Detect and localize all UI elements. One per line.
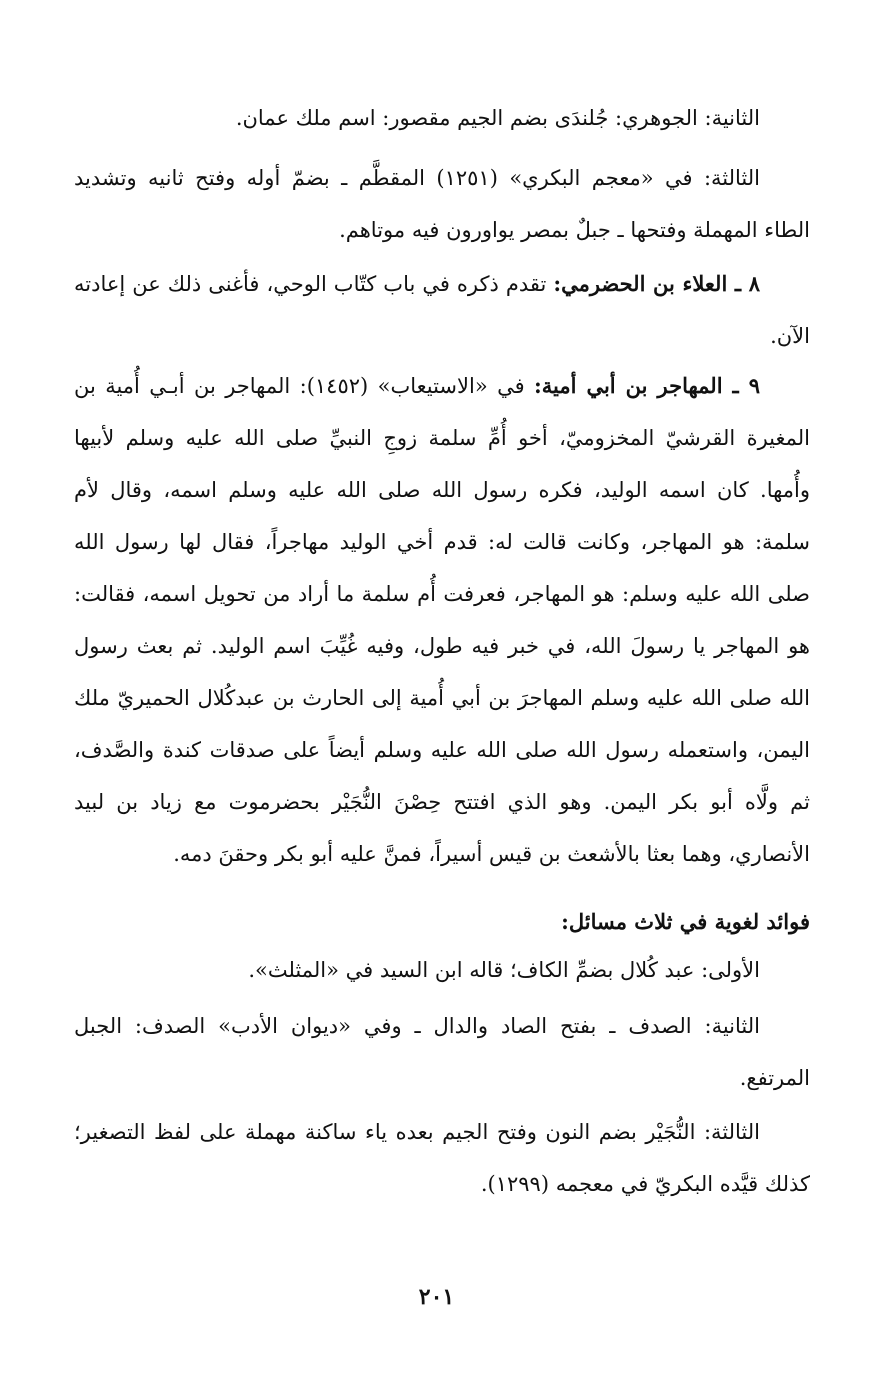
- entry-title: ٨ ـ العلاء بن الحضرمي:: [553, 271, 760, 296]
- note-second: [74, 1000, 810, 1104]
- section-heading: فوائد لغوية في ثلاث مسائل:: [561, 909, 810, 934]
- page-number: ٢٠١: [418, 1284, 455, 1310]
- entry-text: تقدم ذكره في باب كتّاب الوحي، فأغنى ذلك عن إعادته الآن.: [74, 272, 810, 348]
- paragraph-text: الثانية: الصدف ـ بفتح الصاد والدال ـ وفي «ديوان الأدب» الصدف: الجبل المرتفع.: [74, 1014, 810, 1090]
- entry-text: في «الاستيعاب» (١٤٥٢): المهاجر بن أبـي أُمية بن المغيرة القرشيّ المخزوميّ، أخو أُمِّ سلمة زوجِ النبيِّ صلى الله عليه وسلم لأبيها وأُمها. كان اسمه الوليد، فكره رسول الله صلى الله عليه وسلم اسمه، وقال لأم سلمة: هو المهاجر، وكانت قالت له: قدم أخي الوليد مهاجراً، فقال لها رسول الله صلى الله عليه وسلم: هو المهاجر، فعرفت أُم سلمة ما أراد من تحويل اسمه، فقالت: هو المهاجر يا رسولَ الله، في خبر فيه طول، وفيه غُيِّبَ اسم الوليد. ثم بعث رسول الله صلى الله عليه وسلم المهاجرَ بن أبي أُمية إلى الحارث بن عبدكُلال الحميريّ ملك اليمن، واستعمله رسول الله صلى الله عليه وسلم أيضاً على صدقات كندة والصَّدف، ثم ولَّاه أبو بكر اليمن. وهو الذي افتتح حِصْنَ النُّجَيْر بحضرموت مع زياد بن لبيد الأنصاري، وهما بعثا بالأشعث بن قيس أسيراً، فمنَّ عليه أبو بكر وحقنَ دمه.: [74, 374, 810, 866]
- paragraph-second: [74, 92, 810, 144]
- entry-9: [74, 360, 810, 880]
- entry-8: [74, 258, 810, 362]
- paragraph-text: الثالثة: النُّجَيْر بضم النون وفتح الجيم بعده ياء ساكنة مهملة على لفظ التصغير؛ كذلك قيَّده البكريّ في معجمه (١٢٩٩).: [74, 1120, 810, 1196]
- paragraph-text: الأولى: عبد كُلال بضمِّ الكاف؛ قاله ابن السيد في «المثلث».: [248, 958, 760, 982]
- note-third: [74, 1106, 810, 1210]
- note-first: [74, 944, 810, 996]
- paragraph-text: الثانية: الجوهري: جُلندَى بضم الجيم مقصور: اسم ملك عمان.: [235, 106, 760, 130]
- entry-title: ٩ ـ المهاجر بن أبي أمية:: [534, 373, 761, 398]
- paragraph-third: [74, 152, 810, 256]
- paragraph-text: الثالثة: في «معجم البكري» (١٢٥١) المقطَّم ـ بضمّ أوله وفتح ثانيه وتشديد الطاء المهملة وفتحها ـ جبلٌ بمصر يواورون فيه موتاهم.: [74, 166, 810, 242]
